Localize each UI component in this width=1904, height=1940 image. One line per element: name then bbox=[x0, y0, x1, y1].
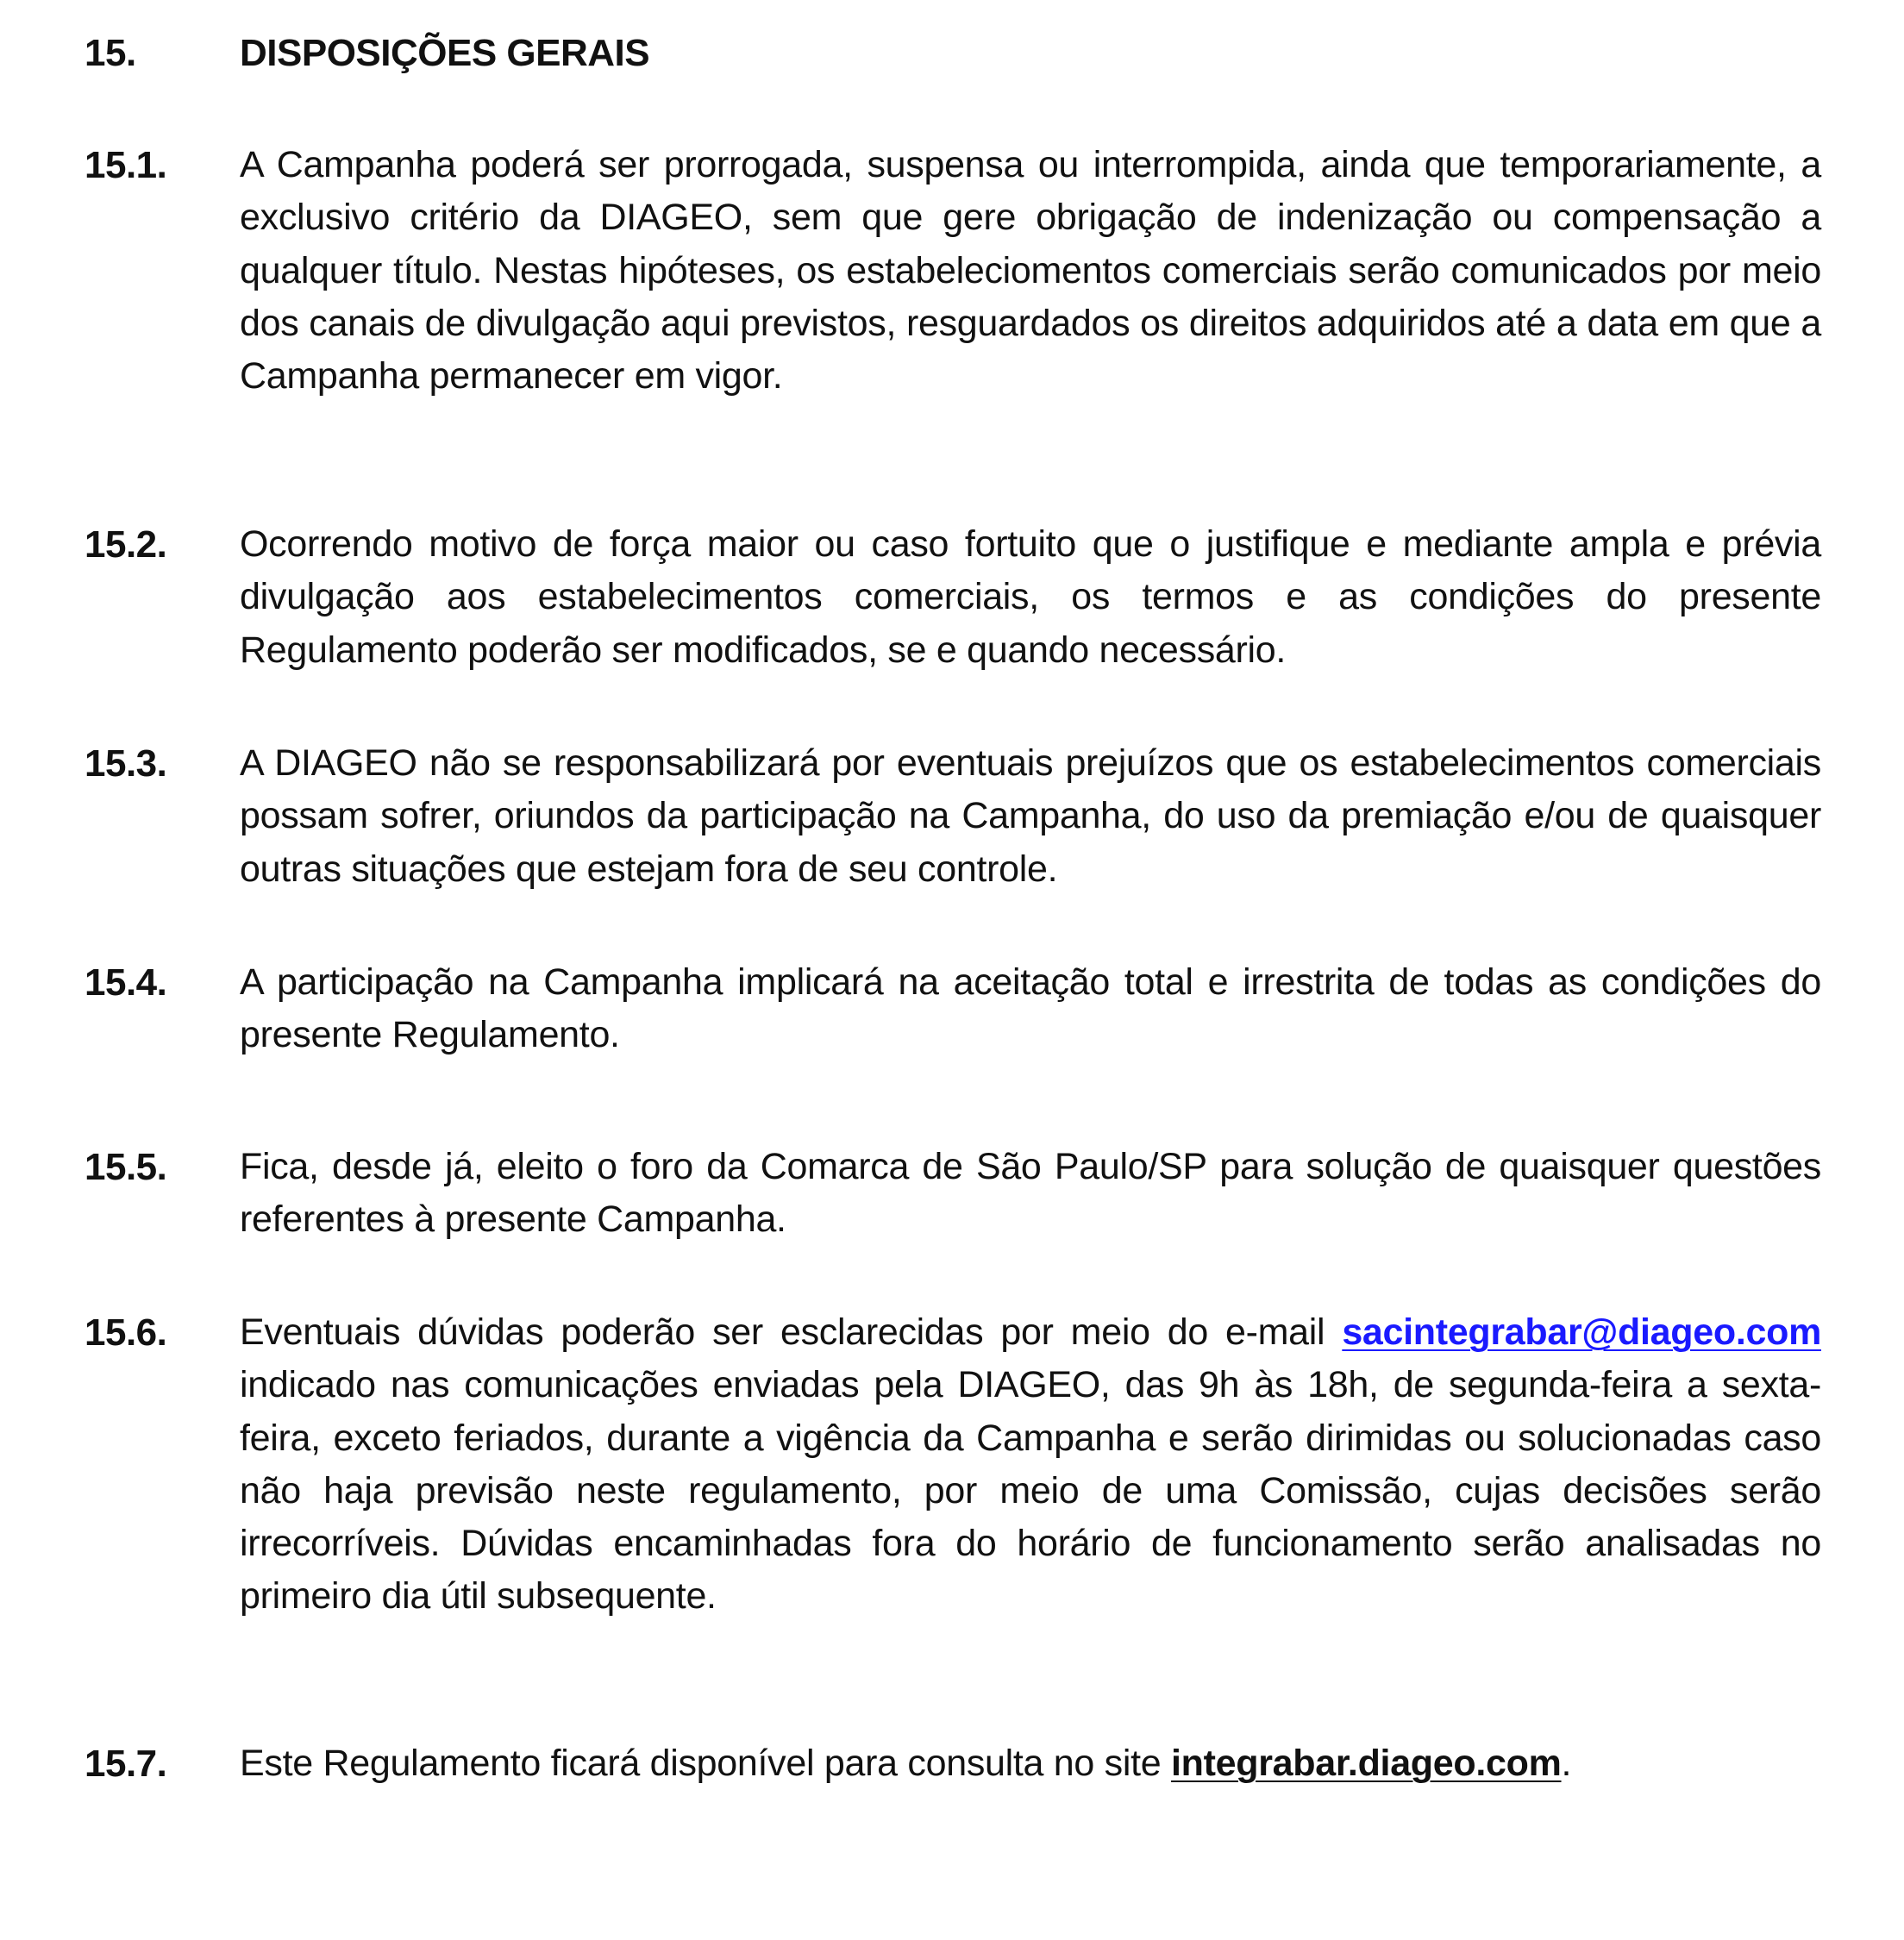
clause-text-before-site: Este Regulamento ficará disponível para consulta no site bbox=[240, 1743, 1172, 1784]
clause-number: 15.5. bbox=[85, 1146, 167, 1188]
clause-number: 15.2. bbox=[85, 523, 167, 566]
clause-number: 15.6. bbox=[85, 1311, 167, 1354]
clause-text: Ocorrendo motivo de força maior ou caso fortuito que o justifique e mediante ampla e prévia divulgação aos estabelecimentos comerciais, os termos e as condições do presente Regulamento poderão ser modificados, se e quando necessário. bbox=[240, 523, 1821, 671]
clause-number: 15.3. bbox=[85, 742, 167, 785]
section-title: DISPOSIÇÕES GERAIS bbox=[240, 32, 650, 74]
clause-text-before-email: Eventuais dúvidas poderão ser esclarecidas por meio do e-mail bbox=[240, 1311, 1343, 1353]
clause-text bbox=[240, 1306, 1821, 1624]
clause-number: 15.4. bbox=[85, 961, 167, 1004]
clause-text bbox=[240, 1737, 1821, 1790]
clause-number: 15.1. bbox=[85, 144, 167, 186]
email-link[interactable]: sacintegrabar@diageo.com bbox=[1342, 1311, 1821, 1353]
site-link[interactable]: integrabar.diageo.com bbox=[1171, 1743, 1562, 1784]
clause-text: A participação na Campanha implicará na aceitação total e irrestrita de todas as condições do presente Regulamento. bbox=[240, 961, 1821, 1056]
clause-text: A DIAGEO não se responsabilizará por eventuais prejuízos que os estabelecimentos comerciais possam sofrer, oriundos da participação na Campanha, do uso da premiação e/ou de quaisquer outras situações que estejam fora de seu controle. bbox=[240, 742, 1821, 890]
section-number: 15. bbox=[85, 32, 136, 74]
clause-number: 15.7. bbox=[85, 1743, 167, 1785]
clause-text-after-site: . bbox=[1561, 1743, 1572, 1784]
clause-text: Fica, desde já, eleito o foro da Comarca de São Paulo/SP para solução de quaisquer questões referentes à presente Campanha. bbox=[240, 1146, 1821, 1241]
clause-text: A Campanha poderá ser prorrogada, suspensa ou interrompida, ainda que temporariamente, a exclusivo critério da DIAGEO, sem que gere obrigação de indenização ou compensação a qualquer título. Nestas hipóteses, os estabeleciomentos comerciais serão comunicados por meio dos canais de divulgação aqui previstos, resguardados os direitos adquiridos até a data em que a Campanha permanecer em vigor. bbox=[240, 144, 1821, 397]
clause-text-after-email: indicado nas comunicações enviadas pela DIAGEO, das 9h às 18h, de segunda-feira a sexta-feira, exceto feriados, durante a vigência da Campanha e serão dirimidas ou solucionadas caso não haja previsão neste regulamento, por meio de uma Comissão, cujas decisões serão irrecorríveis. Dúvidas encaminhadas fora do horário de funcionamento serão analisadas no primeiro dia útil subsequente. bbox=[240, 1364, 1821, 1618]
